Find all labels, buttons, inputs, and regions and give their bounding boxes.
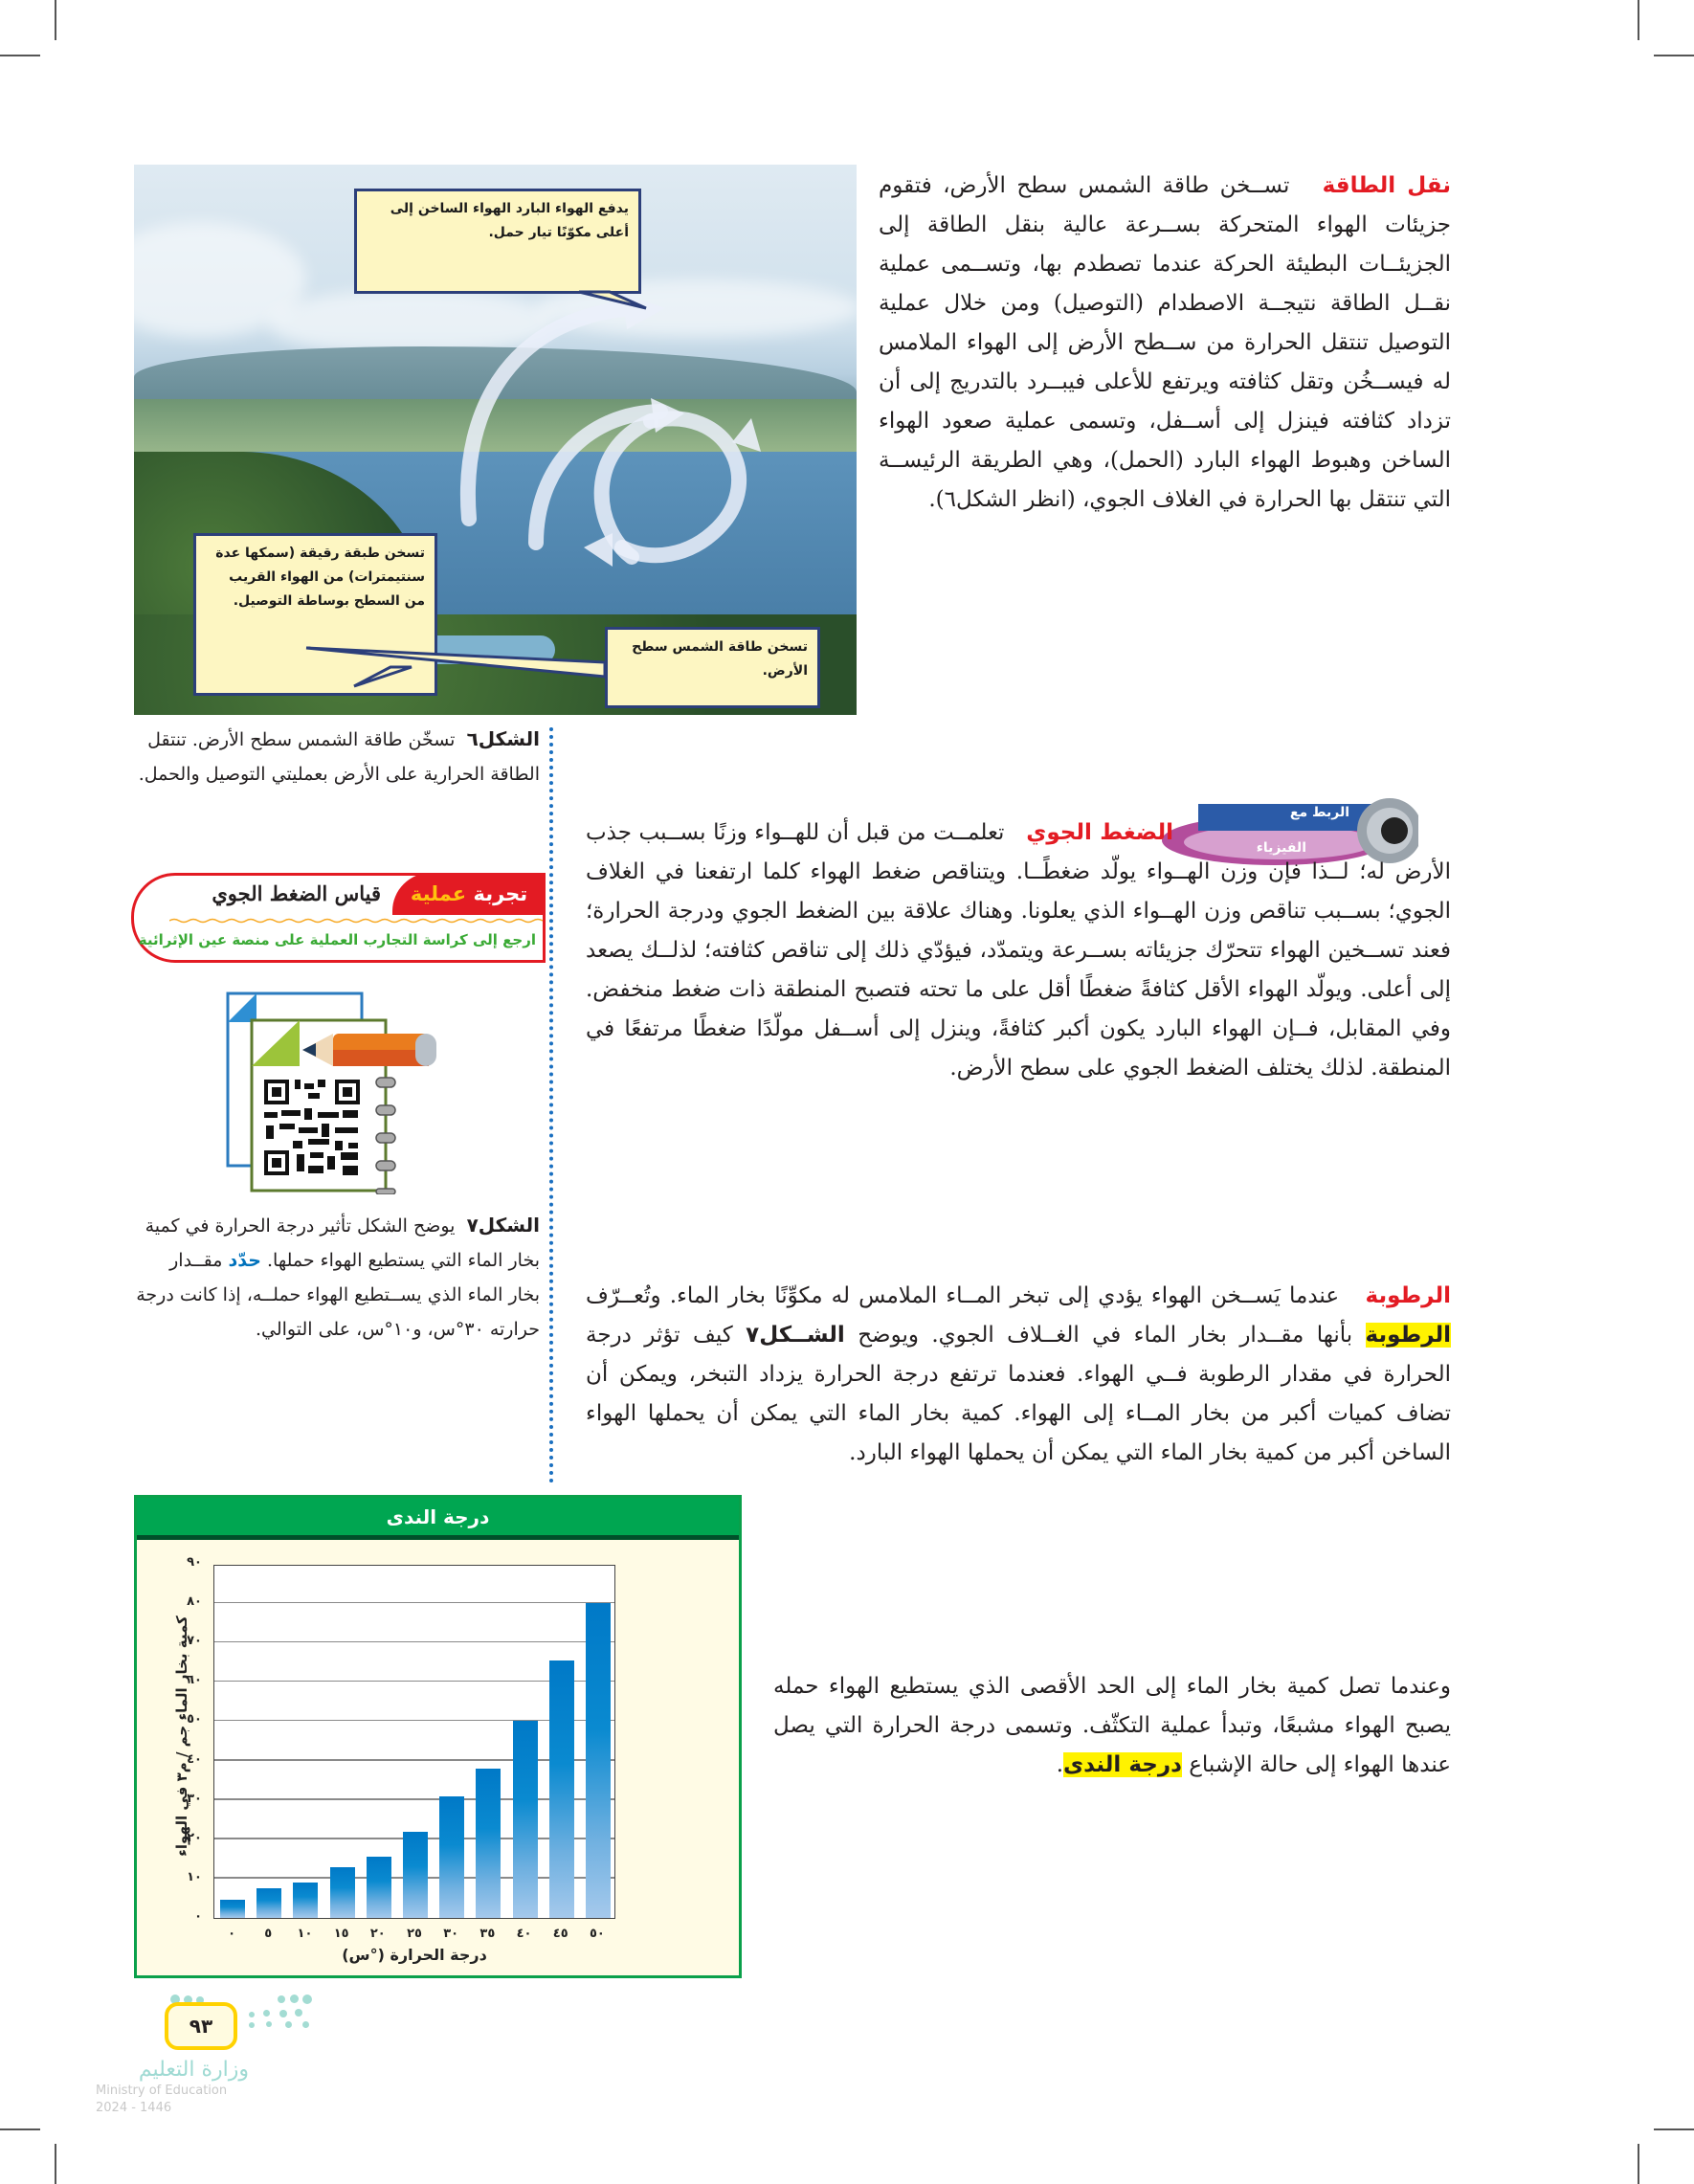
chart-plot-area <box>213 1565 615 1919</box>
ministry-logo <box>96 2058 249 2117</box>
y-tick-label: ٥٠ <box>187 1712 202 1727</box>
column-divider <box>549 727 553 1483</box>
dew-point-chart <box>134 1495 742 1978</box>
figure7-question: مقــدار بخار الماء الذي يســتطيع الهواء حملــه، إذا كانت درجة حرارته ٣٠°س، و١٠°س، على التوالي. <box>136 1250 540 1340</box>
lab-tag <box>392 873 546 915</box>
chart-bar <box>330 1867 355 1918</box>
x-tick-label: ٣٥ <box>479 1927 496 1941</box>
question-verb: حدّد <box>228 1250 261 1271</box>
y-tick-label: ٧٠ <box>187 1634 202 1649</box>
term-dew-point: درجة الندى <box>1063 1752 1182 1777</box>
lab-note-link[interactable]: ارجع إلى كراسة التجارب العملية على منصة عين الإثرائية <box>138 931 536 948</box>
page-number: ٩٣ <box>165 2002 237 2050</box>
figure7-caption-text: يوضح الشكل تأثير درجة الحرارة في كمية بخار الماء التي يستطيع الهواء حملها. <box>145 1215 540 1271</box>
figure6-caption <box>134 722 540 791</box>
crop-mark <box>1654 2128 1694 2130</box>
x-tick-label: ١٠ <box>297 1927 313 1941</box>
section-dew-point <box>773 1667 1451 1785</box>
chart-bar <box>549 1660 574 1918</box>
x-tick-label: ٤٠ <box>516 1927 532 1941</box>
y-tick-label: ٠ <box>194 1909 202 1924</box>
lab-tag-word1: تجربة <box>473 882 528 905</box>
lab-activity-box[interactable] <box>131 873 546 963</box>
lab-title: قياس الضغط الجوي <box>212 881 381 905</box>
chart-bar <box>367 1857 391 1918</box>
chart-bar <box>439 1796 464 1918</box>
x-tick-label: ٠ <box>228 1927 236 1941</box>
ministry-name-ar: وزارة التعليم <box>138 2058 249 2082</box>
y-tick-label: ٢٠ <box>187 1830 202 1845</box>
x-tick-label: ٢٥ <box>407 1927 422 1941</box>
physics-link-line2: الفيزياء <box>1256 840 1306 856</box>
section-energy-transfer <box>879 167 1451 520</box>
chart-x-axis-label: درجة الحرارة (°س) <box>342 1946 487 1964</box>
crop-mark <box>1654 55 1694 56</box>
physics-link-line1: الربط مع <box>1289 805 1349 820</box>
y-tick-label: ٦٠ <box>187 1673 202 1688</box>
x-tick-label: ٣٠ <box>443 1927 459 1941</box>
crop-mark <box>1638 2144 1639 2184</box>
figure7-caption <box>134 1208 540 1347</box>
y-tick-label: ٣٠ <box>187 1791 202 1806</box>
edition-year: 2024 - 1446 <box>96 2101 172 2115</box>
heading-energy-transfer: نقل الطاقة <box>1322 173 1451 198</box>
y-tick-label: ٤٠ <box>187 1751 202 1767</box>
chart-title: درجة الندى <box>137 1498 739 1540</box>
chart-bar <box>403 1832 428 1918</box>
y-tick-label: ٨٠ <box>187 1594 202 1610</box>
gridline <box>214 1641 614 1643</box>
crop-mark <box>1638 0 1639 40</box>
x-tick-label: ٤٥ <box>552 1927 568 1941</box>
dew-point-text: وعندما تصل كمية بخار الماء إلى الحد الأقصى الذي يستطيع الهواء حمله يصبح الهواء مشبعًا، وتبدأ عملية التكثّف. وتسمى درجة الحرارة التي يصل عندها الهواء إلى حالة الإشباع <box>773 1674 1451 1777</box>
crop-mark <box>0 55 40 56</box>
humidity-text-c: كيف تؤثر درجة الحرارة في مقدار الرطوبة فــي الهواء. فعندما ترتفع درجة الحرارة يزداد التبخر، ويمكن أن تضاف كميات أكبر من بخار المــاء إلى الهواء. كمية بخار الماء التي يمكن أن يحملها الهواء الساخن أكبر من كمية بخار الماء التي يمكن أن يحملها الهواء البارد. <box>586 1323 1451 1465</box>
gridline <box>214 1602 614 1604</box>
chart-bar <box>220 1900 245 1918</box>
figure7-ref[interactable]: الشــكل٧ <box>746 1323 845 1348</box>
chart-bar <box>293 1883 318 1918</box>
crop-mark <box>55 0 56 40</box>
crop-mark <box>55 2144 56 2184</box>
chart-bar <box>256 1888 281 1918</box>
term-humidity: الرطوبة <box>1365 1323 1452 1348</box>
figure6-caption-text: تسخّن طاقة الشمس سطح الأرض. تنتقل الطاقة الحرارية على الأرض بعمليتي التوصيل والحمل. <box>138 729 540 785</box>
chart-y-axis-label: كمية بخار الماء جم / م٣ في الهواء <box>173 1616 190 1857</box>
qr-code-notebook-icon[interactable] <box>209 974 454 1194</box>
period: . <box>1056 1752 1064 1777</box>
humidity-text-a: عندما يَســخن الهواء يؤدي إلى تبخر المــاء الملامس له مكوِّنًا بخار الماء. وتُعــرّف <box>586 1283 1340 1308</box>
chart-bar <box>513 1721 538 1918</box>
heading-air-pressure: الضغط الجوي <box>1026 820 1173 845</box>
section-humidity <box>586 1277 1451 1473</box>
ministry-name-en: Ministry of Education <box>96 2084 228 2098</box>
x-tick-label: ٥ <box>264 1927 273 1941</box>
energy-transfer-body: تســخن طاقة الشمس سطح الأرض، فتقوم جزيئات الهواء المتحركة بســرعة عالية بنقل الطاقة إلى الجزيئــات البطيئة الحركة عندما تصطدم بها، وتســمى عملية نقــل الطاقة نتيجــة الاصطدام (التوصيل) ومن خلال عملية التوصيل تنتقل الحرارة من ســطح الأرض إلى الهواء الملامس له فيســخُن وتقل كثافته ويرتفع للأعلى فيبــرد بالتدريج إلى أن تزداد كثافته فينزل إلى أســفل، وتسمى عملية صعود الهواء الساخن وهبوط الهواء البارد (الحمل)، وهي الطريقة الرئيســة التي تنتقل بها الحرارة في الغلاف الجوي، (انظر الشكل٦). <box>879 173 1451 512</box>
figure6-photo <box>134 165 857 715</box>
figure6-label: الشكل٦ <box>466 727 540 750</box>
chart-bar <box>586 1603 611 1918</box>
x-tick-label: ١٥ <box>333 1927 349 1941</box>
wavy-divider <box>169 918 543 924</box>
figure7-label: الشكل٧ <box>466 1214 540 1237</box>
crop-mark <box>0 2128 40 2130</box>
air-pressure-body: تعلمــت من قبل أن للهــواء وزنًا بســبب جذب الأرض له؛ لــذا فإن وزن الهــواء يولّد ضغطًــا. ويتناقص ضغط الهواء كلما ارتفعنا في الغلاف الجوي؛ بســبب تناقص وزن الهــواء الذي يعلونا. وهناك علاقة بين الضغط الجوي ودرجة الحرارة؛ فعند تســخين الهواء تتحرّك جزيئاته بســرعة ويتمدّد، فيؤدّي ذلك إلى تناقص كثافته؛ لذلــك يصعد إلى أعلى. ويولّد الهواء الأقل كثافةً ضغطًا أقل على ما تحته فتصبح المنطقة ذات ضغط منخفض. وفي المقابل، فــإن الهواء البارد يكون أكبر كثافةً، وينزل إلى أســفل مولّدًا ضغطًا مرتفعًا في المنطقة. لذلك يختلف الضغط الجوي على سطح الأرض. <box>586 820 1451 1081</box>
chart-bar <box>476 1769 501 1918</box>
callout-convection-current: يدفع الهواء البارد الهواء الساخن إلى أعلى مكوّنًا تيار حمل. <box>354 189 641 294</box>
y-tick-label: ٩٠ <box>187 1555 202 1570</box>
x-tick-label: ٥٠ <box>589 1927 605 1941</box>
y-tick-label: ١٠ <box>187 1869 202 1884</box>
callout-pointers <box>134 165 857 715</box>
callout-conduction-layer: تسخن طبقة رقيقة (سمكها عدة سنتيمترات) من الهواء القريب من السطح بوساطة التوصيل. <box>193 533 437 696</box>
humidity-text-b: بأنها مقــدار بخار الماء في الغــلاف الجوي. ويوضح <box>858 1323 1353 1348</box>
callout-sun-heats-surface: تسخن طاقة الشمس سطح الأرض. <box>605 627 820 708</box>
lab-tag-word2: عملية <box>410 882 467 905</box>
section-air-pressure <box>586 813 1451 1088</box>
x-tick-label: ٢٠ <box>369 1927 386 1941</box>
heading-humidity: الرطوبة <box>1365 1283 1451 1308</box>
